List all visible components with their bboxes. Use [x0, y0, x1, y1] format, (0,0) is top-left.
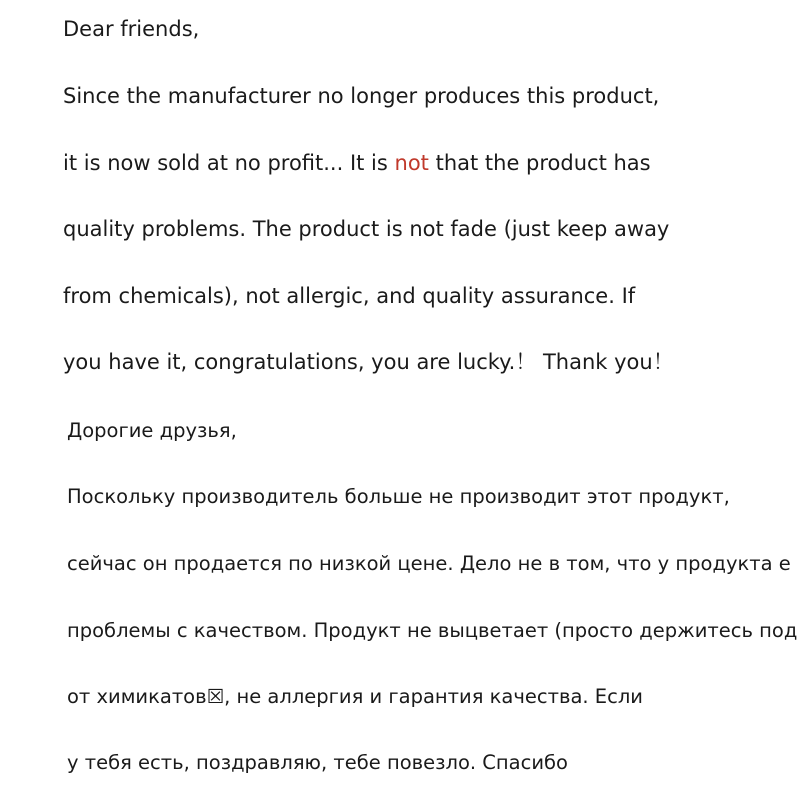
english-line-4: from chemicals), not allergic, and quality assurance. If: [63, 284, 636, 308]
english-line-2-start: it is now sold at no profit... It is: [63, 151, 395, 175]
english-line-2: [63, 153, 651, 174]
russian-line-1: Поскольку производитель больше не производит этот продукт,: [67, 485, 730, 508]
russian-line-2: сейчас он продается по низкой цене. Дело не в том, что у продукта е: [67, 552, 791, 575]
russian-greeting: Дорогие друзья,: [67, 419, 237, 442]
english-line-5: you have it, congratulations, you are lucky.！ Thank you！: [63, 350, 674, 374]
english-line-1: Since the manufacturer no longer produces this product,: [63, 84, 660, 108]
russian-line-5: у тебя есть, поздравляю, тебе повезло. Спасибо: [67, 751, 568, 774]
russian-line-4: от химикатов☒, не аллергия и гарантия качества. Если: [67, 685, 643, 708]
english-greeting: Dear friends,: [63, 17, 200, 41]
russian-line-3: проблемы с качеством. Продукт не выцветает (просто держитесь под: [67, 619, 798, 642]
english-line-2-end: that the product has: [428, 151, 651, 175]
english-line-3: quality problems. The product is not fade (just keep away: [63, 217, 670, 241]
english-highlight-not: not: [394, 151, 429, 175]
